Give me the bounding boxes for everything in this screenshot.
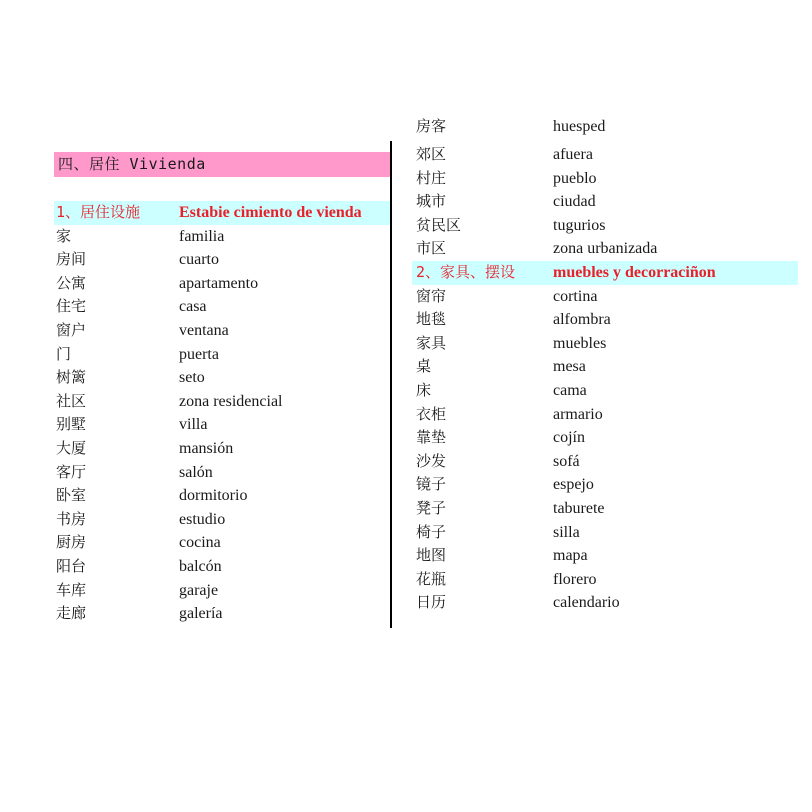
vocab-row: [54, 531, 390, 555]
vocab-es: espejo: [553, 476, 594, 494]
vocab-row: [412, 544, 798, 568]
vocab-zh: 客厅: [56, 462, 87, 481]
subheading-es: muebles y decorraciñon: [553, 263, 716, 281]
vocab-row: [54, 390, 390, 414]
vocab-es: estudio: [179, 510, 226, 528]
vocab-es: casa: [179, 298, 207, 316]
vocab-es: pueblo: [553, 169, 597, 187]
vocab-row: [54, 579, 390, 603]
vocab-es: familia: [179, 227, 225, 245]
vocab-es: calendario: [553, 594, 620, 612]
vocab-es: zona residencial: [179, 392, 283, 410]
vocab-row: [54, 484, 390, 508]
vocab-es: afuera: [553, 146, 593, 163]
vocab-row: [54, 366, 390, 390]
vocab-es: seto: [179, 369, 205, 387]
vocab-row: [54, 555, 390, 579]
vocab-row: [412, 450, 798, 474]
vocab-zh: 树篱: [56, 368, 87, 387]
vocab-row: [412, 473, 798, 497]
vocab-es: taburete: [553, 499, 605, 517]
vocab-row: [412, 285, 798, 309]
vocab-zh: 花瓶: [416, 569, 447, 588]
vocab-zh: 门: [56, 344, 72, 363]
vocab-row: [412, 591, 798, 615]
vocab-row: [412, 308, 798, 332]
vocab-zh: 大厦: [56, 438, 87, 457]
vocab-zh: 靠垫: [416, 428, 447, 447]
vocab-row: [54, 508, 390, 532]
vocab-zh: 房间: [56, 250, 87, 269]
vocab-es: cocina: [179, 534, 221, 552]
vocab-zh: 贫民区: [416, 215, 462, 234]
vocab-zh: 别墅: [56, 415, 87, 434]
vocab-es: mansión: [179, 439, 234, 457]
subheading-furniture: [412, 261, 798, 285]
vocab-es: puerta: [179, 345, 219, 363]
vocab-row-cut: [412, 117, 798, 143]
vocab-es: ciudad: [553, 193, 596, 211]
vocab-zh: 窗帘: [416, 286, 447, 305]
vocab-row: [54, 602, 390, 626]
subheading-residential-facilities: [54, 201, 390, 225]
vocab-zh: 日历: [416, 593, 447, 612]
vocab-row: [54, 248, 390, 272]
vocab-zh: 住宅: [56, 297, 87, 316]
vocab-list-right-furniture: [412, 285, 798, 615]
vocab-zh: 卧室: [56, 486, 87, 505]
left-column: [54, 152, 390, 626]
vocab-zh: 房客: [416, 117, 447, 135]
vocab-es: silla: [553, 523, 580, 541]
vocab-row: [412, 332, 798, 356]
vocab-es: galería: [179, 605, 223, 623]
vocab-es: villa: [179, 416, 208, 434]
vocab-es: tugurios: [553, 216, 606, 234]
vocab-zh: 床: [416, 380, 432, 399]
vocab-es: muebles: [553, 334, 607, 352]
vocab-row: [54, 295, 390, 319]
vocab-es: cojín: [553, 429, 585, 447]
vocab-es: dormitorio: [179, 487, 248, 505]
vocab-es: apartamento: [179, 274, 259, 292]
right-column: [412, 117, 798, 628]
vocab-es: florero: [553, 570, 597, 588]
vocab-es: garaje: [179, 581, 219, 599]
spacer: [54, 177, 390, 201]
vocab-es: cortina: [553, 287, 598, 305]
vocab-list-left: [54, 225, 390, 626]
vocab-es: armario: [553, 405, 603, 423]
vocab-row: [54, 225, 390, 249]
vocab-es: huesped: [553, 118, 606, 135]
vocab-zh: 村庄: [416, 168, 447, 187]
vocab-row: [412, 426, 798, 450]
vocab-row: [54, 437, 390, 461]
vocab-es: mesa: [553, 358, 586, 376]
subheading-zh: 2、家具、摆设: [416, 262, 516, 281]
vocab-zh: 沙发: [416, 451, 447, 470]
vocab-zh: 衣柜: [416, 404, 447, 423]
vocab-row: [412, 403, 798, 427]
vocab-zh: 桌: [416, 357, 432, 376]
vocab-es: cama: [553, 381, 587, 399]
vocab-zh: 公寓: [56, 273, 87, 292]
vocab-zh: 窗户: [56, 320, 87, 339]
vocab-row: [412, 497, 798, 521]
vocab-row: [54, 343, 390, 367]
vocab-row: [412, 568, 798, 592]
vocab-es: balcón: [179, 557, 222, 575]
vocab-es: zona urbanizada: [553, 240, 658, 258]
vocab-row: [54, 272, 390, 296]
vocab-zh: 镜子: [416, 475, 447, 494]
vocab-zh: 家具: [416, 333, 447, 352]
vocab-row: [412, 355, 798, 379]
vocab-zh: 车库: [56, 580, 87, 599]
subheading-zh: 1、居住设施: [56, 203, 141, 221]
vocab-es: mapa: [553, 547, 588, 565]
vocab-zh: 走廊: [56, 604, 87, 623]
vocab-zh: 地毯: [416, 310, 447, 329]
vocab-zh: 郊区: [416, 145, 447, 163]
vocab-zh: 城市: [416, 192, 447, 211]
subheading-es: Estabie cimiento de vienda: [179, 204, 362, 221]
vocab-es: cuarto: [179, 251, 219, 269]
vocab-zh: 书房: [56, 509, 87, 528]
vocab-zh: 厨房: [56, 533, 87, 552]
vocab-zh: 家: [56, 226, 72, 245]
vocab-row: [54, 461, 390, 485]
vocab-zh: 凳子: [416, 498, 447, 517]
vocab-row: [412, 143, 798, 167]
vocab-row: [54, 319, 390, 343]
section-heading: 四、居住 Vivienda: [54, 152, 390, 177]
vocab-es: salón: [179, 463, 213, 481]
vocab-row: [412, 190, 798, 214]
vocab-es: alfombra: [553, 311, 611, 329]
vocab-zh: 市区: [416, 239, 447, 258]
vocab-zh: 阳台: [56, 556, 87, 575]
vocab-es: sofá: [553, 452, 580, 470]
vocab-zh: 椅子: [416, 522, 447, 541]
vocab-list-right-urban: [412, 143, 798, 261]
vocab-row: [412, 379, 798, 403]
vocab-row: [412, 237, 798, 261]
vocab-zh: 社区: [56, 391, 87, 410]
vocab-row: [54, 413, 390, 437]
vocab-row: [412, 521, 798, 545]
vocab-zh: 地图: [416, 546, 447, 565]
vocab-row: [412, 214, 798, 238]
column-divider: [390, 141, 392, 628]
vocab-row: [412, 167, 798, 191]
vocab-es: ventana: [179, 321, 229, 339]
